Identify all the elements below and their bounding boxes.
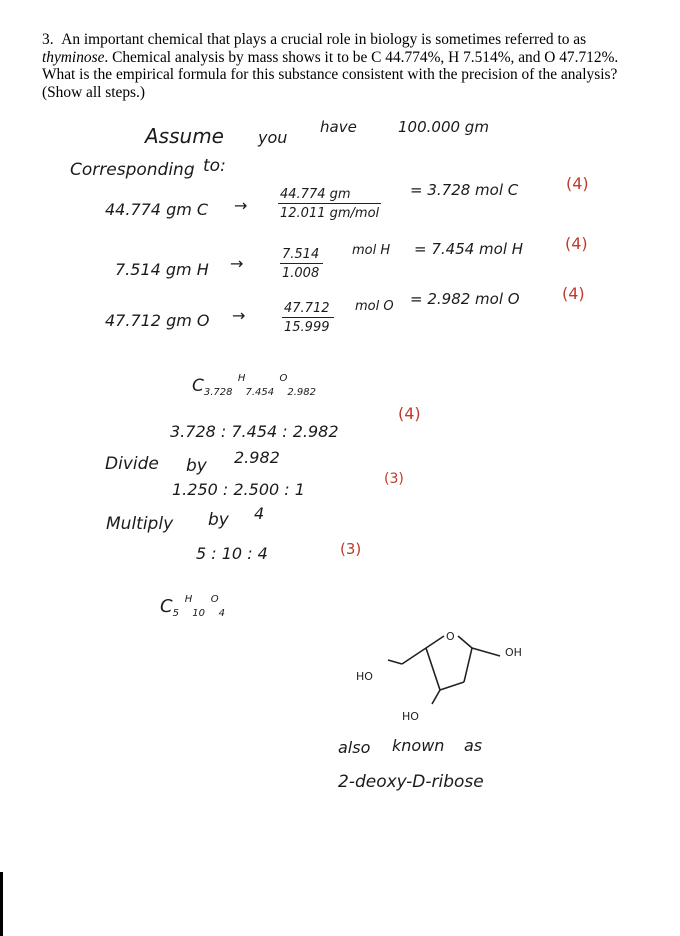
question-text: 3. An important chemical that plays a crucial role in biology is sometimes referred to as thyminose. Chemical analysis by mass shows it to be C 44.774%, H 7.514%, and O 47.712%. What is the empirical formula for this substance consistent with the precision of the analysis? (Show all steps.) bbox=[42, 31, 619, 101]
ratio-whole: 5 : 10 : 4 bbox=[196, 544, 268, 563]
points-badge: (4) bbox=[565, 234, 588, 253]
page-edge-mark bbox=[0, 872, 3, 936]
empirical-formula: $C_5$ $^H_{10}$ $^O_4$ bbox=[160, 594, 225, 619]
hydroxyl-label: HO bbox=[402, 710, 419, 723]
ring-oxygen-label: O bbox=[446, 630, 455, 643]
ratio-divided: 1.250 : 2.500 : 1 bbox=[172, 480, 305, 499]
points-badge: (3) bbox=[384, 471, 404, 487]
hydroxyl-label: HO bbox=[356, 670, 373, 683]
ratio-moles: 3.728 : 7.454 : 2.982 bbox=[170, 422, 339, 441]
points-badge: (3) bbox=[340, 540, 362, 558]
compound-name: 2-deoxy-D-ribose bbox=[338, 772, 484, 792]
formula-decimal: $C_{3.728}$ $^H_{7.454}$ $^O_{2.982}$ bbox=[192, 373, 317, 398]
question-term: thyminose bbox=[42, 48, 105, 66]
points-badge: (4) bbox=[398, 404, 421, 423]
deoxyribose-structure bbox=[340, 620, 540, 730]
points-badge: (4) bbox=[562, 284, 585, 303]
hydroxyl-label: OH bbox=[505, 646, 522, 659]
points-badge: (4) bbox=[566, 174, 589, 193]
